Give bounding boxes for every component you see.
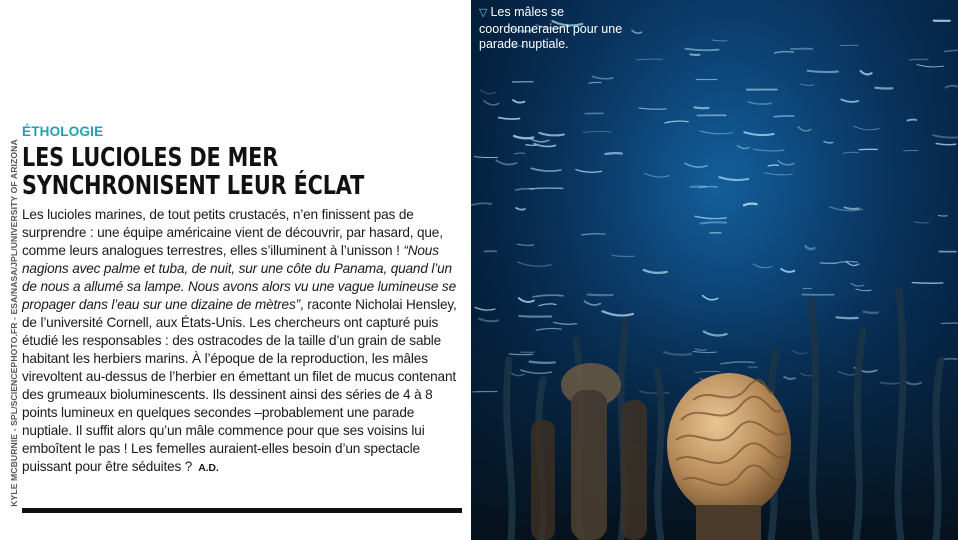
photo-caption <box>479 5 649 53</box>
article <box>22 124 466 477</box>
article-body <box>22 206 466 477</box>
light-streak <box>605 153 621 154</box>
light-streak <box>690 54 699 55</box>
light-streak <box>938 215 947 216</box>
photo-credit-text: KYLE MCBURNIE - SPL/SCIENCEPHOTO.FR - ESA/NASA/JPL/UNIVERSITY OF ARIZONA <box>9 138 20 507</box>
light-streak <box>907 120 916 121</box>
light-streak <box>808 71 838 72</box>
bottom-rule <box>22 508 462 513</box>
caption-triangle-icon: ▽ <box>479 7 488 19</box>
title-line-1: LES LUCIOLES DE MER <box>22 143 279 173</box>
caption-text: Les mâles se coordonneraient pour une parade nuptiale. <box>479 5 623 51</box>
article-signature: A.D. <box>198 462 219 474</box>
light-streak <box>695 107 709 108</box>
light-streak <box>875 88 892 89</box>
body-text-1: Les lucioles marines, de tout petits crustacés, n’en finissent pas de surprendre : une équipe américaine vient de découvrir, par hasard, que, comme leurs analogues terrestres, elles s’illuminent à l’unisson ! <box>22 207 443 258</box>
photo-ostracods <box>471 0 958 540</box>
light-streak <box>774 116 794 117</box>
article-rubric: ÉTHOLOGIE <box>22 124 104 139</box>
body-text-2: , raconte Nicholai Hensley, de l’université Cornell, aux États-Unis. Les chercheurs ont capturé puis étudié les responsables : des ostracodes de la taille d’un grain de sable habitant les herbiers marins. À l’époque de la reproduction, les mâles virevoltent au-dessus de l’herbier en émettant un filet de mucus contenant des grumeaux bioluminescents. Ils dessinent ainsi des séries de 4 à 8 points lumineux en quelques secondes –probablement une parade nuptiale. Il suffit alors qu’un mâle commence pour que ses voisins lui emboîtent le pas ! Les femelles auraient-elles besoin d’un spectacle puissant pour être séduites ? <box>22 297 457 474</box>
underwater-scene <box>471 0 958 540</box>
body-quote: “Nous nagions avec palme et tuba, de nuit, sur une côte du Panama, quand l’un de nous a allumé sa lampe. Nous avons alors vu une vague lumineuse se propager dans l’eau sur une dizaine de mètres” <box>22 243 456 312</box>
light-streak <box>912 283 943 284</box>
article-title <box>22 144 454 200</box>
light-streak <box>530 188 563 189</box>
title-line-2: SYNCHRONISENT LEUR ÉCLAT <box>22 171 365 201</box>
light-streak <box>588 295 612 296</box>
